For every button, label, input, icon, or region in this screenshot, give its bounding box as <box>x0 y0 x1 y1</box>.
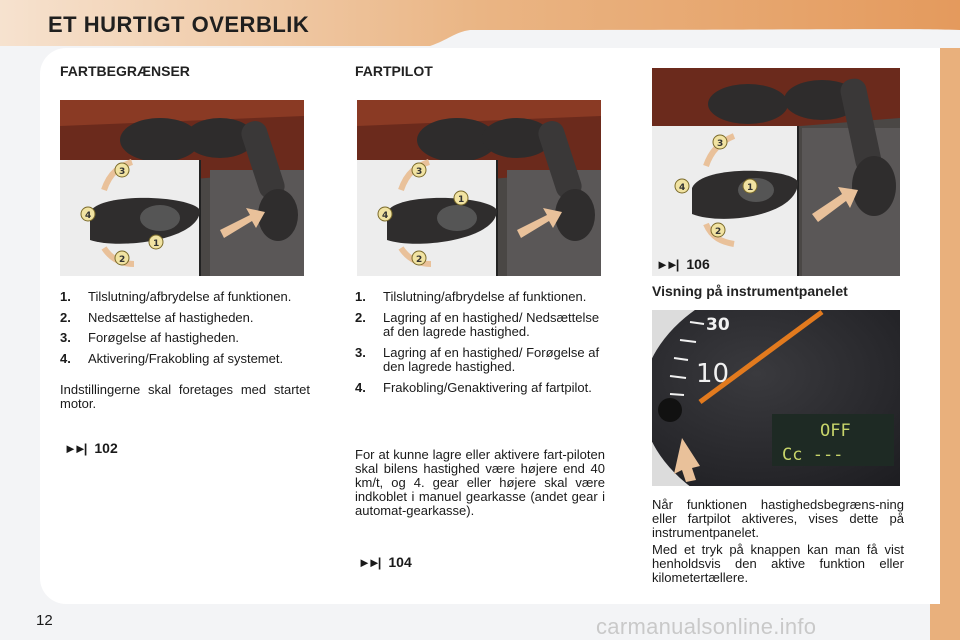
svg-text:30: 30 <box>706 315 730 335</box>
list-item: 3. Lagring af en hastighed/ Forøgelse af den lagrede hastighed. <box>355 344 600 374</box>
fast-forward-icon: ►►| <box>358 554 379 570</box>
svg-text:3: 3 <box>416 167 423 177</box>
svg-text:4: 4 <box>85 211 92 221</box>
svg-text:2: 2 <box>416 255 423 265</box>
svg-text:4: 4 <box>679 183 686 193</box>
page-reference-102[interactable]: ►►| 102 <box>64 440 118 456</box>
page-reference-106[interactable]: ►►| 106 <box>656 256 710 272</box>
list-item: 1. Tilslutning/afbrydelse af funktionen. <box>60 289 292 304</box>
cruise-control-stalk-photo <box>652 68 900 276</box>
fast-forward-icon: ►►| <box>64 440 85 456</box>
list-item: 4. Aktivering/Frakobling af systemet. <box>60 350 284 366</box>
instrument-panel-button-note: Med et tryk på knappen kan man få vist henholdsvis den aktive funktion eller kilometertællere. <box>652 542 904 585</box>
instrument-panel-note: Når funktionen hastighedsbegræns-ning eller fartpilot aktiveres, vises dette på instrumentpanelet. <box>652 497 904 540</box>
svg-text:1: 1 <box>153 239 160 249</box>
cruise-control-note: For at kunne lagre eller aktivere fart-piloten skal bilens hastighed være højere end 40 km/t, og 4. gear eller højere skal være indkoblet i manuel gearkasse (andet gear i automat-gearkasse). <box>355 447 605 518</box>
watermark: carmanualsonline.info <box>596 614 817 639</box>
page-title: ET HURTIGT OVERBLIK <box>48 12 310 37</box>
speed-limiter-note: Indstillingerne skal foretages med startet motor. <box>60 382 310 411</box>
instrument-panel-heading: Visning på instrumentpanelet <box>652 283 848 299</box>
svg-text:1: 1 <box>747 183 754 193</box>
speed-limiter-list <box>60 290 310 372</box>
speed-limiter-photo <box>60 100 304 276</box>
list-item: 3. Forøgelse af hastigheden. <box>60 330 240 345</box>
fast-forward-icon: ►►| <box>656 256 677 272</box>
list-item: 2. Lagring af en hastighed/ Nedsættelse af den lagrede hastighed. <box>355 309 600 339</box>
svg-text:3: 3 <box>717 139 724 149</box>
svg-text:1: 1 <box>458 195 465 205</box>
svg-text:2: 2 <box>119 255 126 265</box>
speed-limiter-heading: FARTBEGRÆNSER <box>60 63 190 79</box>
list-item: 4. Frakobling/Genaktivering af fartpilot. <box>355 379 592 395</box>
svg-text:2: 2 <box>715 227 722 237</box>
page-number: 12 <box>36 612 53 629</box>
cruise-control-photo <box>357 100 601 276</box>
svg-text:Cc ---: Cc --- <box>782 445 844 465</box>
svg-text:OFF: OFF <box>820 421 851 441</box>
page-reference-104[interactable]: ►►| 104 <box>358 554 412 570</box>
instrument-panel-photo <box>652 310 900 486</box>
svg-text:4: 4 <box>382 211 389 221</box>
cruise-control-heading: FARTPILOT <box>355 63 433 79</box>
list-item: 1. Tilslutning/afbrydelse af funktionen. <box>355 289 587 304</box>
list-item: 2. Nedsættelse af hastigheden. <box>60 309 254 325</box>
svg-text:3: 3 <box>119 167 126 177</box>
cruise-control-list <box>355 290 605 401</box>
svg-text:10: 10 <box>696 359 730 389</box>
